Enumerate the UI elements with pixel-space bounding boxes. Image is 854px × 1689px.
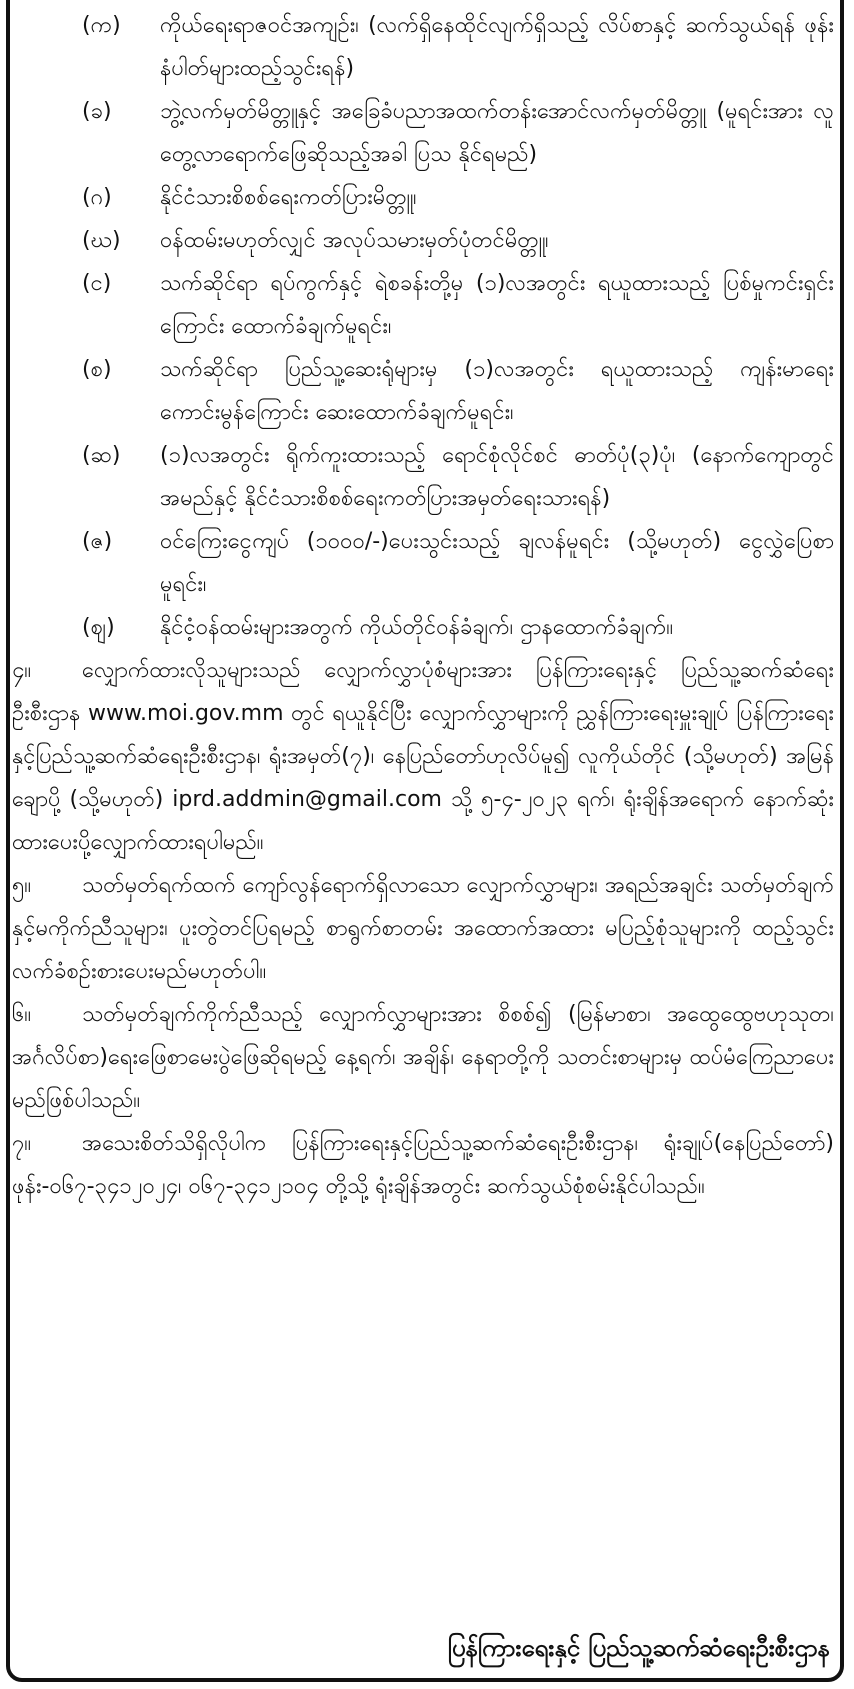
item-text: နိုင်ငံသားစိစစ်ရေးကတ်ပြားမိတ္တူ၊ [160, 185, 417, 210]
paragraph-number: ၄။ [12, 658, 32, 683]
list-item [12, 348, 842, 434]
paragraph-text: သတ်မှတ်ချက်ကိုက်ညီသည့် လျှောက်လွှာများအား စိစစ်၍ (မြန်မာစာ၊ အထွေထွေဗဟုသုတ၊ အင်္ဂလိပ်စာ)ရေးဖြေစာမေးပွဲဖြေဆိုရမည့် နေ့ရက်၊ အချိန်၊ နေရာတို့ကို သတင်းစာများမှ ထပ်မံကြေညာပေးမည်ဖြစ်ပါသည်။ [12, 1002, 834, 1113]
issuing-department-signature: ပြန်ကြားရေးနှင့် ပြည်သူ့ဆက်ဆံရေးဦးစီးဌာန [447, 1634, 830, 1662]
list-item [12, 4, 842, 90]
item-marker: (ဈ) [82, 615, 115, 640]
item-text: နိုင်ငံ့ဝန်ထမ်းများအတွက် ကိုယ်တိုင်ဝန်ခံချက်၊ ဌာနထောက်ခံချက်။ [160, 615, 674, 640]
list-item [12, 520, 842, 606]
item-text: ဘွဲ့လက်မှတ်မိတ္တူနှင့် အခြေခံပညာအထက်တန်းအောင်လက်မှတ်မိတ္တူ (မူရင်းအား လူတွေ့လာရောက်ဖြေဆိုသည့်အခါ ပြသ နိုင်ရမည်) [160, 99, 834, 167]
item-marker: (ဃ) [82, 228, 121, 253]
list-item [12, 434, 842, 520]
document-body [12, 4, 842, 1208]
list-item [12, 219, 842, 262]
paragraph-text: သတ်မှတ်ရက်ထက် ကျော်လွန်ရောက်ရှိလာသော လျှောက်လွှာများ၊ အရည်အချင်း သတ်မှတ်ချက်နှင့်မကိုက်ညီသူများ၊ ပူးတွဲတင်ပြရမည့် စာရွက်စာတမ်း အထောက်အထား မပြည့်စုံသူများကို ထည့်သွင်းလက်ခံစဉ်းစားပေးမည်မဟုတ်ပါ။ [12, 873, 834, 984]
paragraph [12, 993, 842, 1122]
paragraph [12, 649, 842, 864]
list-item [12, 262, 842, 348]
item-marker: (ဂ) [82, 185, 112, 210]
paragraph-number: ၅။ [12, 873, 32, 898]
item-text: ကိုယ်ရေးရာဇဝင်အကျဉ်း၊ (လက်ရှိနေထိုင်လျက်ရှိသည့် လိပ်စာနှင့် ဆက်သွယ်ရန် ဖုန်းနံပါတ်များထည့်သွင်းရန်) [160, 13, 834, 81]
paragraph-text: အသေးစိတ်သိရှိလိုပါက ပြန်ကြားရေးနှင့်ပြည်သူ့ဆက်ဆံရေးဦးစီးဌာန၊ ရုံးချုပ်(နေပြည်တော်) ဖုန်း-၀၆၇-၃၄၁၂၀၂၄၊ ၀၆၇-၃၄၁၂၁၀၄ တို့သို့ ရုံးချိန်အတွင်း ဆက်သွယ်စုံစမ်းနိုင်ပါသည်။ [12, 1131, 834, 1199]
item-marker: (ဆ) [82, 443, 121, 468]
paragraph-text: လျှောက်ထားလိုသူများသည် လျှောက်လွှာပုံစံများအား ပြန်ကြားရေးနှင့် ပြည်သူ့ဆက်ဆံရေးဦးစီးဌာန www.moi.gov.mm တွင် ရယူနိုင်ပြီး လျှောက်လွှာများကို ညွှန်ကြားရေးမှူးချုပ် ပြန်ကြားရေးနှင့်ပြည်သူ့ဆက်ဆံရေးဦးစီးဌာန၊ ရုံးအမှတ်(၇)၊ နေပြည်တော်ဟုလိပ်မူ၍ လူကိုယ်တိုင် (သို့မဟုတ်) အမြန်ချောပို့ (သို့မဟုတ်) iprd.addmin@gmail.com သို့ ၅-၄-၂၀၂၃ ရက်၊ ရုံးချိန်အရောက် နောက်ဆုံးထားပေးပို့လျှောက်ထားရပါမည်။ [12, 658, 834, 855]
item-marker: (စ) [82, 357, 112, 382]
item-marker: (က) [82, 13, 121, 38]
paragraph [12, 1122, 842, 1208]
paragraph-number: ၇။ [12, 1131, 32, 1156]
item-text: သက်ဆိုင်ရာ ပြည်သူ့ဆေးရုံများမှ (၁)လအတွင်း ရယူထားသည့် ကျန်းမာရေး ကောင်းမွန်ကြောင်း ဆေးထောက်ခံချက်မူရင်း၊ [160, 357, 834, 425]
paragraph-number: ၆။ [12, 1002, 32, 1027]
item-marker: (ခ) [82, 99, 112, 124]
item-text: (၁)လအတွင်း ရိုက်ကူးထားသည့် ရောင်စုံလိုင်စင် ဓာတ်ပုံ(၃)ပုံ၊ (နောက်ကျောတွင်အမည်နှင့် နိုင်ငံသားစိစစ်ရေးကတ်ပြားအမှတ်ရေးသားရန်) [160, 443, 834, 511]
list-item [12, 176, 842, 219]
list-item [12, 90, 842, 176]
item-text: ဝင်ကြေးငွေကျပ် (၁၀၀၀/-)ပေးသွင်းသည့် ချလန်မူရင်း (သို့မဟုတ်) ငွေလွှဲပြေစာမူရင်း၊ [160, 529, 834, 597]
list-item [12, 606, 842, 649]
item-marker: (င) [82, 271, 112, 296]
item-text: သက်ဆိုင်ရာ ရပ်ကွက်နှင့် ရဲစခန်းတို့မှ (၁)လအတွင်း ရယူထားသည့် ပြစ်မှုကင်းရှင်းကြောင်း ထောက်ခံချက်မူရင်း၊ [160, 271, 834, 339]
item-marker: (ဇ) [82, 529, 113, 554]
paragraph [12, 864, 842, 993]
item-text: ဝန်ထမ်းမဟုတ်လျှင် အလုပ်သမားမှတ်ပုံတင်မိတ္တူ၊ [160, 228, 549, 253]
